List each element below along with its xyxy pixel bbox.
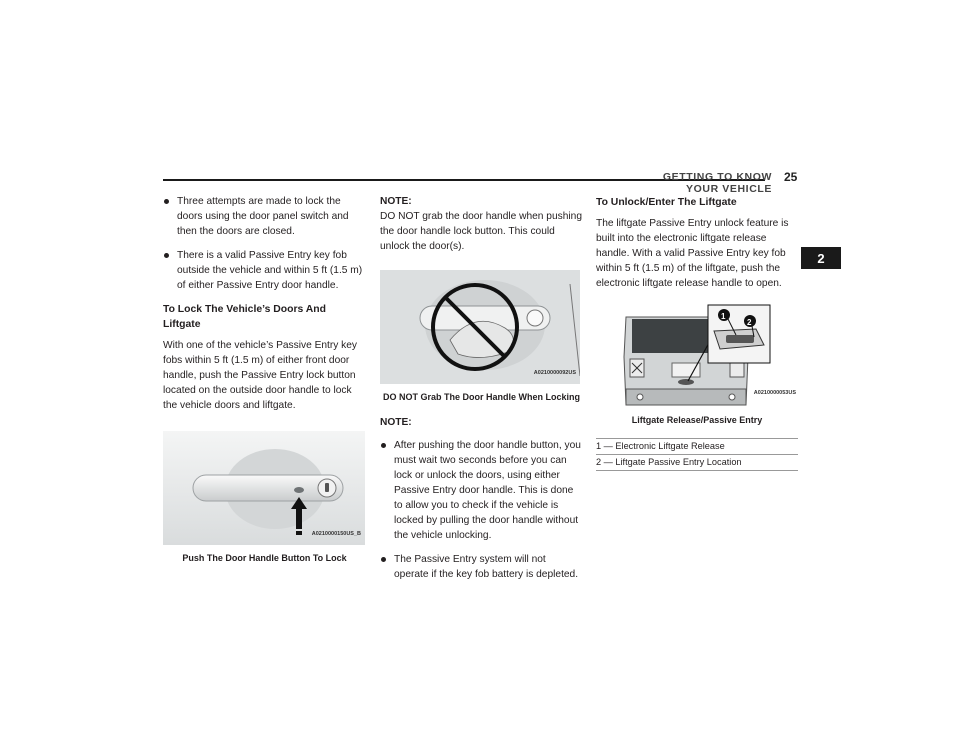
figure-id: A0210000053US [753,390,796,396]
section-heading: To Unlock/Enter The Liftgate [596,197,737,208]
note-label: NOTE: [380,417,412,428]
figure-id: A0210000150US_B [311,531,361,537]
figure-legend [596,438,798,471]
page-number: 25 [784,170,798,184]
bullet-item: Three attempts are made to lock the doors using the door panel switch and then the doors are closed. [163,194,366,239]
figure-caption: Push The Door Handle Button To Lock [182,553,347,563]
chapter-tab[interactable]: 2 [801,247,841,269]
figure-caption: DO NOT Grab The Door Handle When Locking [382,392,580,402]
figure-caption: Liftgate Release/Passive Entry [631,415,763,425]
section-heading: To Lock The Vehicle’s Doors And Liftgate [163,304,327,330]
liftgate-figure [596,297,796,413]
note-text: DO NOT grab the door handle when pushing the door handle lock button. This could unlock the door(s). [380,211,582,252]
running-header-title: GETTING TO KNOW YOUR VEHICLE [662,171,772,195]
callout-2: 2 [747,318,752,327]
column-right [596,194,798,471]
bullet-item: There is a valid Passive Entry key fob outside the vehicle and within 5 ft (1.5 m) of either Passive Entry door handle. [163,248,366,293]
note-label: NOTE: [380,196,412,207]
paragraph: The liftgate Passive Entry unlock feature is built into the electronic liftgate release handle. With a valid Passive Entry key fob within 5 ft (1.5 m) of the liftgate, push the electronic liftgate release handle to open. [596,218,789,289]
column-left [163,194,366,566]
legend-row: 1 — Electronic Liftgate Release [596,439,798,455]
door-handle-warning-figure [380,270,580,384]
bullet-item: After pushing the door handle button, you must wait two seconds before you can lock or unlock the doors, using either Passive Entry door handle. This is done to allow you to check if the vehicle is locked by pulling the door handle without the vehicle unlocking. [380,438,583,543]
paragraph: With one of the vehicle’s Passive Entry key fobs within 5 ft (1.5 m) of either front door handle, push the Passive Entry lock button located on the outside door handle to lock the vehicle doors and liftgate. [163,340,358,411]
legend-row: 2 — Liftgate Passive Entry Location [596,455,798,471]
bullet-item: The Passive Entry system will not operate if the key fob battery is depleted. [380,552,583,582]
column-middle [380,194,583,591]
door-handle-figure [163,431,365,545]
callout-1: 1 [721,312,726,321]
figure-id: A0210000092US [533,370,576,376]
